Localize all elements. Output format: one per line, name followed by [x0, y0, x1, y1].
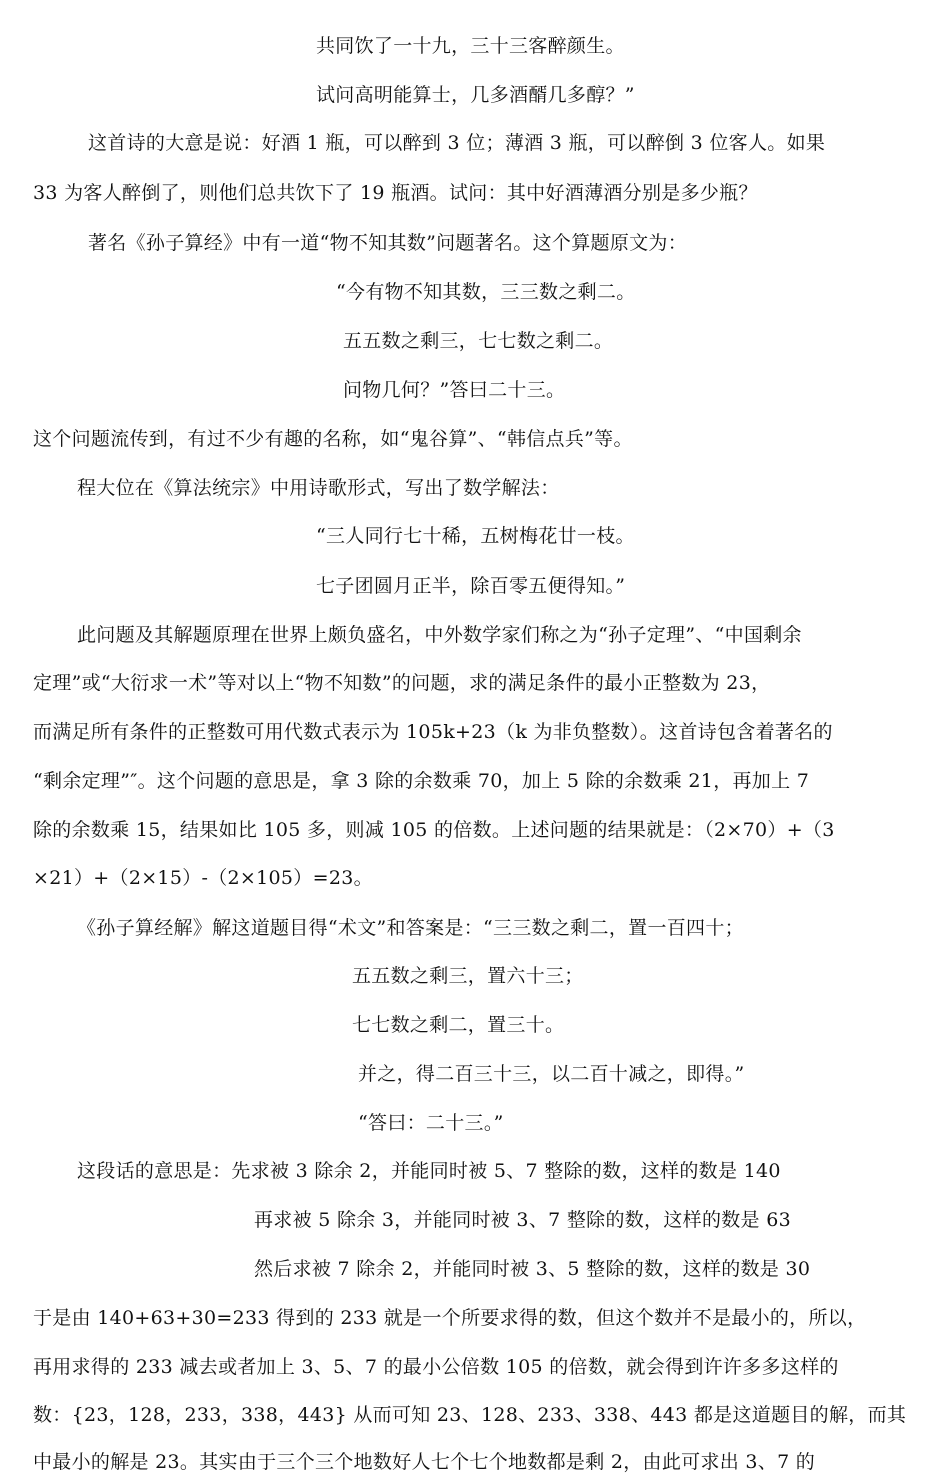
quote-line: 并之，得二百三十三，以二百十减之，即得。”	[358, 1063, 745, 1085]
paragraph-line: 于是由 140+63+30=233 得到的 233 就是一个所要求得的数，但这个数并不是最小的，所以，	[33, 1307, 867, 1329]
paragraph-line: 著名《孙子算经》中有一道“物不知其数”问题著名。这个算题原文为：	[88, 232, 688, 254]
quote-line: 五五数之剩三，七七数之剩二。	[343, 330, 614, 352]
quote-line: 问物几何？”答曰二十三。	[343, 379, 566, 401]
poem-line: 试问高明能算士，几多酒醑几多醇？”	[316, 84, 635, 106]
paragraph-line: 这个问题流传到，有过不少有趣的名称，如“鬼谷算”、“韩信点兵”等。	[33, 428, 633, 450]
paragraph-line: 除的余数乘 15，结果如比 105 多，则减 105 的倍数。上述问题的结果就是：（2×70）+（3	[33, 819, 835, 841]
paragraph-line: 中最小的解是 23。其实由于三个三个地数好人七个七个地数都是剩 2，由此可求出 3、7 的	[33, 1451, 816, 1473]
paragraph-line: 这段话的意思是：先求被 3 除余 2，并能同时被 5、7 整除的数，这样的数是 140	[77, 1160, 781, 1182]
quote-line: 七七数之剩二，置三十。	[352, 1014, 565, 1036]
paragraph-line: 定理”或“大衍求一术”等对以上“物不知数”的问题，求的满足条件的最小正整数为 23，	[33, 672, 771, 694]
paragraph-line: 然后求被 7 除余 2，并能同时被 3、5 整除的数，这样的数是 30	[254, 1258, 811, 1280]
quote-line: “今有物不知其数，三三数之剩二。	[336, 281, 636, 303]
quote-line: 七子团圆月正半，除百零五便得知。”	[316, 575, 626, 597]
paragraph-line: 再用求得的 233 减去或者加上 3、5、7 的最小公倍数 105 的倍数，就会得到许许多多这样的	[33, 1356, 839, 1378]
paragraph-line: 《孙子算经解》解这道题目得“术文”和答案是：“三三数之剩二，置一百四十；	[77, 917, 744, 939]
poem-line: 共同饮了一十九，三十三客醉颜生。	[316, 35, 625, 57]
quote-line: 五五数之剩三，置六十三；	[352, 965, 584, 987]
paragraph-line: 此问题及其解题原理在世界上颇负盛名，中外数学家们称之为“孙子定理”、“中国剩余	[77, 624, 802, 646]
quote-line: “答曰：二十三。”	[358, 1112, 504, 1134]
paragraph-line: 而满足所有条件的正整数可用代数式表示为 105k+23（k 为非负整数）。这首诗包含着著名的	[33, 721, 833, 743]
paragraph-line: 数：{23，128，233，338，443} 从而可知 23、128、233、338、443 都是这道题目的解，而其	[33, 1404, 907, 1426]
paragraph-line: 这首诗的大意是说：好酒 1 瓶，可以醉到 3 位；薄酒 3 瓶，可以醉倒 3 位客人。如果	[88, 132, 826, 154]
quote-line: “三人同行七十稀，五树梅花廿一枝。	[316, 525, 635, 547]
paragraph-line: 再求被 5 除余 3，并能同时被 3、7 整除的数，这样的数是 63	[254, 1209, 791, 1231]
paragraph-line: “剩余定理”″。这个问题的意思是，拿 3 除的余数乘 70，加上 5 除的余数乘 21，再加上 7	[33, 770, 810, 792]
paragraph-line: ×21）+（2×15）-（2×105）=23。	[33, 867, 373, 889]
paragraph-line: 程大位在《算法统宗》中用诗歌形式，写出了数学解法：	[77, 477, 560, 499]
paragraph-line: 33 为客人醉倒了，则他们总共饮下了 19 瓶酒。试问：其中好酒薄酒分别是多少瓶？	[33, 182, 758, 204]
